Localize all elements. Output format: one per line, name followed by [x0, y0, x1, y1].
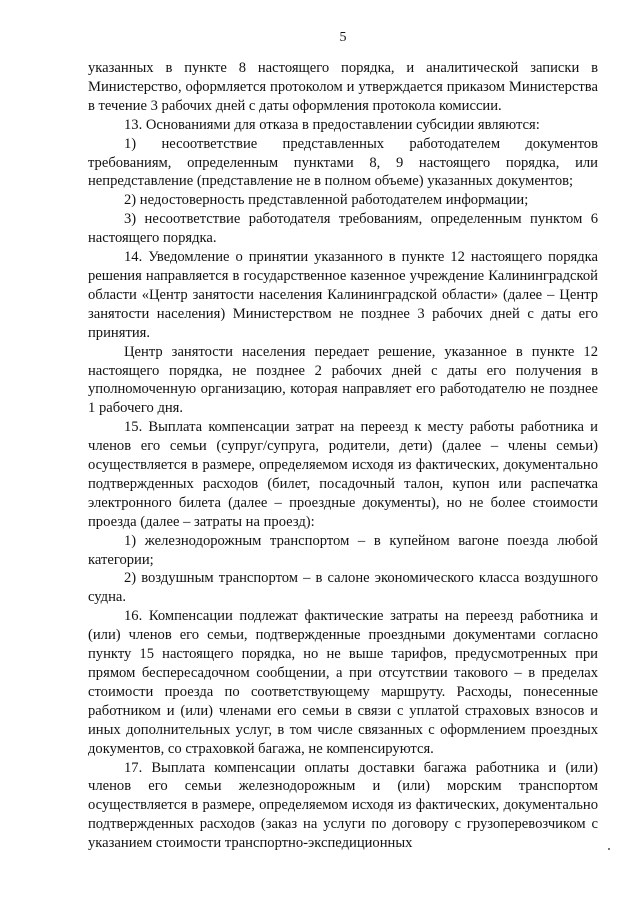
paragraph: 3) несоответствие работодателя требованиям, определенным пунктом 6 настоящего порядка. [88, 211, 598, 247]
paragraph: 2) воздушным транспортом – в салоне экономического класса воздушного судна. [88, 570, 598, 606]
document-body [88, 59, 598, 853]
paragraph: 17. Выплата компенсации оплаты доставки багажа работника и (или) членов его семьи железнодорожным и (или) морским транспортом осуществляется в размере, определяемом исходя из фактических, документально подтвержденных расходов (заказ на услуги по договору с грузоперевозчиком с указанием стоимости транспортно-экспедиционных [88, 759, 598, 852]
paragraph: 2) недостоверность представленной работодателем информации; [124, 192, 529, 209]
scan-speck [608, 848, 610, 850]
paragraph: 15. Выплата компенсации затрат на переезд к месту работы работника и членов его семьи (супруг/супруга, родители, дети) (далее – члены семьи) осуществляется в размере, определяемом исходя из фактических, документально подтвержденных расходов (билет, посадочный талон, купон или распечатка электронного билета (далее – проездные документы), но не более стоимости проезда (далее – затраты на проезд): [88, 419, 598, 530]
paragraph: 16. Компенсации подлежат фактические затраты на переезд работника и (или) членов его семьи, подтвержденные проездными документами согласно пункту 15 настоящего порядка, но не выше тарифов, предусмотренных при прямом беспересадочном сообщении, а при отсутствии такового – в пределах стоимости проезда по соответствующему маршруту. Расходы, понесенные работником и (или) членами его семьи в связи с уплатой страховых взносов и иных дополнительных услуг, в том числе связанных с оформлением проездных документов, со страховкой багажа, не компенсируются. [88, 608, 598, 757]
paragraph: 1) железнодорожным транспортом – в купейном вагоне поезда любой категории; [88, 532, 598, 568]
paragraph: 1) несоответствие представленных работодателем документов требованиям, определенным пунктами 8, 9 настоящего порядка, или непредставление (представление не в полном объеме) указанных документов; [88, 135, 598, 190]
paragraph: 14. Уведомление о принятии указанного в пункте 12 настоящего порядка решения направляется в государственное казенное учреждение Калининградской области «Центр занятости населения Калининградской области» (далее – Центр занятости населения) Министерством не позднее 3 рабочих дней с даты его принятия. [88, 249, 598, 341]
paragraph: Центр занятости населения передает решение, указанное в пункте 12 настоящего порядка, не позднее 2 рабочих дней с даты его получения в уполномоченную организацию, которая направляет его работодателю не позднее 1 рабочего дня. [88, 343, 598, 417]
paragraph: указанных в пункте 8 настоящего порядка, и аналитической записки в Министерство, оформляется протоколом и утверждается приказом Министерства в течение 3 рабочих дней с даты оформления протокола комиссии. [88, 60, 598, 114]
paragraph: 13. Основаниями для отказа в предоставлении субсидии являются: [124, 116, 540, 133]
page-number: 5 [339, 30, 347, 45]
